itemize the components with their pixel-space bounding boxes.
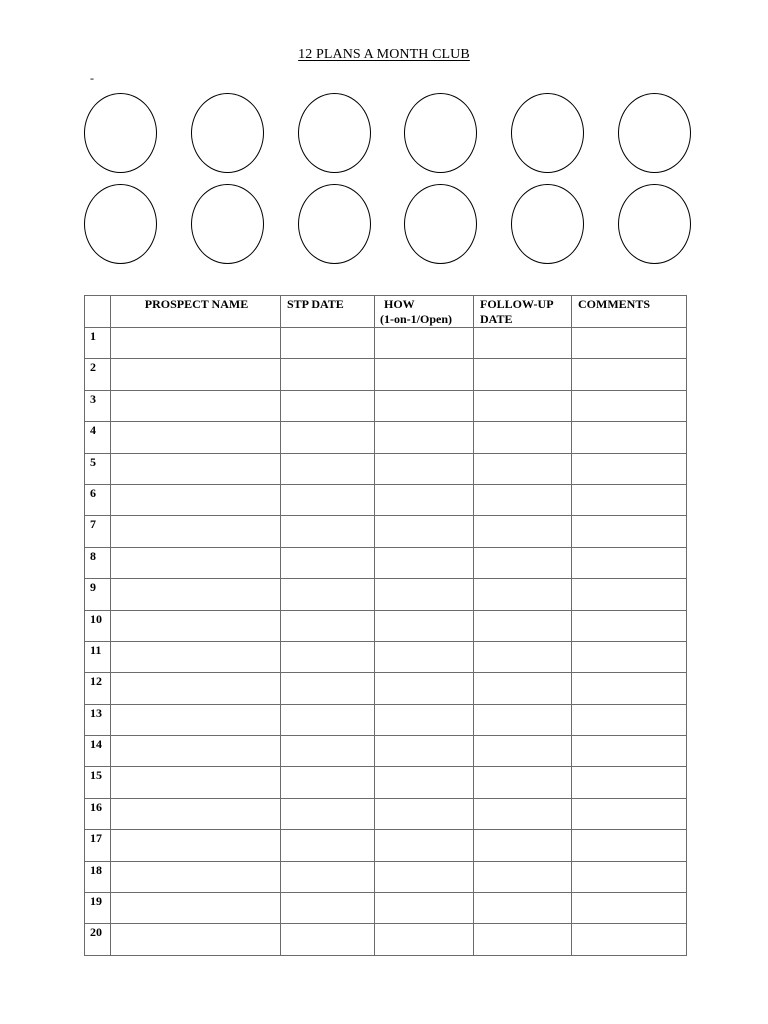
row-number: 7 bbox=[85, 516, 111, 547]
followup-date-cell[interactable] bbox=[474, 861, 572, 892]
prospect-name-cell[interactable] bbox=[111, 641, 281, 672]
how-cell[interactable] bbox=[375, 641, 474, 672]
stp-date-cell[interactable] bbox=[281, 328, 375, 359]
table-header-row bbox=[85, 296, 687, 328]
comments-cell[interactable] bbox=[572, 579, 687, 610]
table-row bbox=[85, 704, 687, 735]
followup-date-cell[interactable] bbox=[474, 610, 572, 641]
row-number: 12 bbox=[85, 673, 111, 704]
prospect-name-cell[interactable] bbox=[111, 830, 281, 861]
row-number: 20 bbox=[85, 924, 111, 955]
table-row bbox=[85, 453, 687, 484]
table-row bbox=[85, 610, 687, 641]
table-row bbox=[85, 673, 687, 704]
followup-date-cell[interactable] bbox=[474, 673, 572, 704]
comments-cell[interactable] bbox=[572, 830, 687, 861]
how-cell[interactable] bbox=[375, 924, 474, 955]
row-number: 18 bbox=[85, 861, 111, 892]
followup-date-cell[interactable] bbox=[474, 830, 572, 861]
stp-date-cell[interactable] bbox=[281, 767, 375, 798]
how-cell[interactable] bbox=[375, 516, 474, 547]
header-followup-line2: DATE bbox=[480, 312, 513, 326]
comments-cell[interactable] bbox=[572, 422, 687, 453]
comments-cell[interactable] bbox=[572, 359, 687, 390]
comments-cell[interactable] bbox=[572, 704, 687, 735]
followup-date-cell[interactable] bbox=[474, 390, 572, 421]
followup-date-cell[interactable] bbox=[474, 924, 572, 955]
prospect-name-cell[interactable] bbox=[111, 547, 281, 578]
comments-cell[interactable] bbox=[572, 767, 687, 798]
how-cell[interactable] bbox=[375, 484, 474, 515]
how-cell[interactable] bbox=[375, 610, 474, 641]
row-number: 13 bbox=[85, 704, 111, 735]
comments-cell[interactable] bbox=[572, 798, 687, 829]
how-cell[interactable] bbox=[375, 390, 474, 421]
stp-date-cell[interactable] bbox=[281, 547, 375, 578]
how-cell[interactable] bbox=[375, 453, 474, 484]
table-row bbox=[85, 359, 687, 390]
stp-date-cell[interactable] bbox=[281, 579, 375, 610]
stp-date-cell[interactable] bbox=[281, 516, 375, 547]
prospect-name-cell[interactable] bbox=[111, 673, 281, 704]
table-row bbox=[85, 861, 687, 892]
plan-circle-5 bbox=[511, 93, 584, 173]
followup-date-cell[interactable] bbox=[474, 328, 572, 359]
table-row bbox=[85, 924, 687, 955]
how-cell[interactable] bbox=[375, 736, 474, 767]
how-cell[interactable] bbox=[375, 704, 474, 735]
stp-date-cell[interactable] bbox=[281, 484, 375, 515]
prospect-name-cell[interactable] bbox=[111, 798, 281, 829]
comments-cell[interactable] bbox=[572, 893, 687, 924]
plan-circle-1 bbox=[84, 93, 157, 173]
prospect-name-cell[interactable] bbox=[111, 328, 281, 359]
how-cell[interactable] bbox=[375, 861, 474, 892]
how-cell[interactable] bbox=[375, 422, 474, 453]
comments-cell[interactable] bbox=[572, 453, 687, 484]
followup-date-cell[interactable] bbox=[474, 579, 572, 610]
plan-circle-12 bbox=[618, 184, 691, 264]
plan-circle-2 bbox=[191, 93, 264, 173]
comments-cell[interactable] bbox=[572, 547, 687, 578]
comments-cell[interactable] bbox=[572, 328, 687, 359]
table-row bbox=[85, 830, 687, 861]
table-row bbox=[85, 641, 687, 672]
how-cell[interactable] bbox=[375, 579, 474, 610]
followup-date-cell[interactable] bbox=[474, 767, 572, 798]
row-number: 19 bbox=[85, 893, 111, 924]
how-cell[interactable] bbox=[375, 547, 474, 578]
comments-cell[interactable] bbox=[572, 516, 687, 547]
plan-circle-8 bbox=[191, 184, 264, 264]
how-cell[interactable] bbox=[375, 893, 474, 924]
followup-date-cell[interactable] bbox=[474, 422, 572, 453]
prospect-name-cell[interactable] bbox=[111, 579, 281, 610]
stp-date-cell[interactable] bbox=[281, 610, 375, 641]
row-number: 2 bbox=[85, 359, 111, 390]
table-row bbox=[85, 328, 687, 359]
table-row bbox=[85, 798, 687, 829]
followup-date-cell[interactable] bbox=[474, 641, 572, 672]
followup-date-cell[interactable] bbox=[474, 798, 572, 829]
how-cell[interactable] bbox=[375, 767, 474, 798]
plan-circle-10 bbox=[404, 184, 477, 264]
row-number: 17 bbox=[85, 830, 111, 861]
plan-circle-7 bbox=[84, 184, 157, 264]
header-comments: COMMENTS bbox=[572, 296, 687, 328]
row-number: 10 bbox=[85, 610, 111, 641]
comments-cell[interactable] bbox=[572, 641, 687, 672]
header-how-line2: (1-on-1/Open) bbox=[380, 312, 452, 326]
plan-circle-4 bbox=[404, 93, 477, 173]
stp-date-cell[interactable] bbox=[281, 359, 375, 390]
row-number: 11 bbox=[85, 641, 111, 672]
how-cell[interactable] bbox=[375, 359, 474, 390]
stp-date-cell[interactable] bbox=[281, 798, 375, 829]
row-number: 5 bbox=[85, 453, 111, 484]
row-number: 3 bbox=[85, 390, 111, 421]
followup-date-cell[interactable] bbox=[474, 359, 572, 390]
prospect-name-cell[interactable] bbox=[111, 359, 281, 390]
row-number: 15 bbox=[85, 767, 111, 798]
followup-date-cell[interactable] bbox=[474, 516, 572, 547]
stp-date-cell[interactable] bbox=[281, 736, 375, 767]
followup-date-cell[interactable] bbox=[474, 484, 572, 515]
how-cell[interactable] bbox=[375, 830, 474, 861]
dash-mark: - bbox=[90, 71, 94, 85]
table-row bbox=[85, 579, 687, 610]
page-title: 12 PLANS A MONTH CLUB bbox=[298, 47, 470, 62]
table-row bbox=[85, 547, 687, 578]
prospect-name-cell[interactable] bbox=[111, 704, 281, 735]
table-row bbox=[85, 767, 687, 798]
table-row bbox=[85, 390, 687, 421]
followup-date-cell[interactable] bbox=[474, 704, 572, 735]
how-cell[interactable] bbox=[375, 673, 474, 704]
comments-cell[interactable] bbox=[572, 861, 687, 892]
prospect-name-cell[interactable] bbox=[111, 767, 281, 798]
prospect-name-cell[interactable] bbox=[111, 924, 281, 955]
prospect-name-cell[interactable] bbox=[111, 893, 281, 924]
plan-circle-9 bbox=[298, 184, 371, 264]
stp-date-cell[interactable] bbox=[281, 390, 375, 421]
prospect-name-cell[interactable] bbox=[111, 516, 281, 547]
prospect-name-cell[interactable] bbox=[111, 861, 281, 892]
header-how bbox=[375, 296, 474, 328]
table-row bbox=[85, 516, 687, 547]
prospect-name-cell[interactable] bbox=[111, 453, 281, 484]
prospect-name-cell[interactable] bbox=[111, 736, 281, 767]
header-number bbox=[85, 296, 111, 328]
stp-date-cell[interactable] bbox=[281, 830, 375, 861]
followup-date-cell[interactable] bbox=[474, 453, 572, 484]
table-row bbox=[85, 422, 687, 453]
header-prospect-name: PROSPECT NAME bbox=[111, 296, 281, 328]
row-number: 1 bbox=[85, 328, 111, 359]
prospect-name-cell[interactable] bbox=[111, 610, 281, 641]
stp-date-cell[interactable] bbox=[281, 453, 375, 484]
comments-cell[interactable] bbox=[572, 390, 687, 421]
how-cell[interactable] bbox=[375, 798, 474, 829]
stp-date-cell[interactable] bbox=[281, 422, 375, 453]
comments-cell[interactable] bbox=[572, 736, 687, 767]
plan-circle-3 bbox=[298, 93, 371, 173]
prospect-name-cell[interactable] bbox=[111, 390, 281, 421]
stp-date-cell[interactable] bbox=[281, 893, 375, 924]
followup-date-cell[interactable] bbox=[474, 736, 572, 767]
prospect-name-cell[interactable] bbox=[111, 484, 281, 515]
table-row bbox=[85, 484, 687, 515]
how-cell[interactable] bbox=[375, 328, 474, 359]
table-row bbox=[85, 736, 687, 767]
row-number: 6 bbox=[85, 484, 111, 515]
prospect-table bbox=[84, 295, 687, 956]
header-followup bbox=[474, 296, 572, 328]
header-stp-date: STP DATE bbox=[281, 296, 375, 328]
row-number: 14 bbox=[85, 736, 111, 767]
table-row bbox=[85, 893, 687, 924]
row-number: 4 bbox=[85, 422, 111, 453]
comments-cell[interactable] bbox=[572, 673, 687, 704]
followup-date-cell[interactable] bbox=[474, 893, 572, 924]
plan-circle-6 bbox=[618, 93, 691, 173]
stp-date-cell[interactable] bbox=[281, 704, 375, 735]
stp-date-cell[interactable] bbox=[281, 641, 375, 672]
header-how-line1: HOW bbox=[384, 297, 415, 311]
plan-circle-11 bbox=[511, 184, 584, 264]
header-followup-line1: FOLLOW-UP bbox=[480, 297, 554, 311]
stp-date-cell[interactable] bbox=[281, 924, 375, 955]
comments-cell[interactable] bbox=[572, 610, 687, 641]
stp-date-cell[interactable] bbox=[281, 673, 375, 704]
followup-date-cell[interactable] bbox=[474, 547, 572, 578]
comments-cell[interactable] bbox=[572, 484, 687, 515]
row-number: 9 bbox=[85, 579, 111, 610]
stp-date-cell[interactable] bbox=[281, 861, 375, 892]
comments-cell[interactable] bbox=[572, 924, 687, 955]
row-number: 8 bbox=[85, 547, 111, 578]
row-number: 16 bbox=[85, 798, 111, 829]
prospect-name-cell[interactable] bbox=[111, 422, 281, 453]
